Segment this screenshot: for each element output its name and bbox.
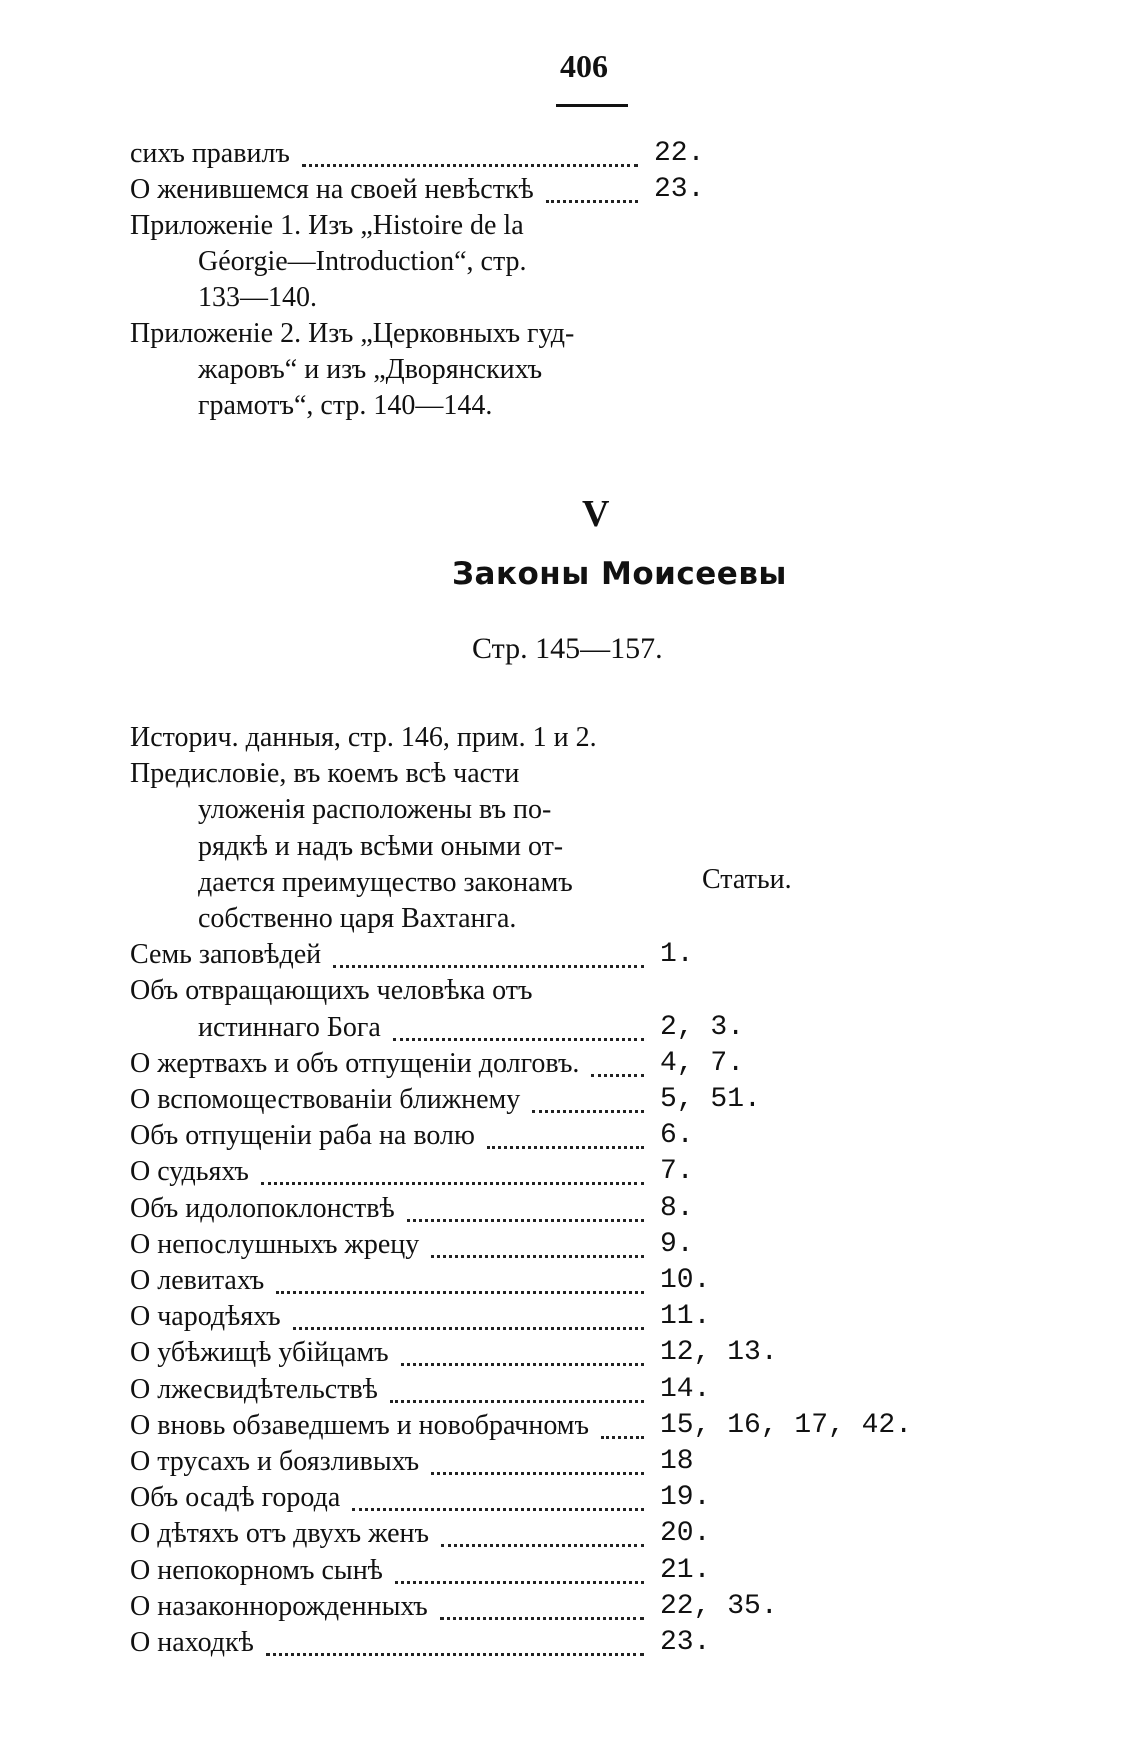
entry-title-line: Объ осадѣ города [130,1482,341,1514]
dot-leader [393,1010,644,1041]
entry-title-line: О судьяхъ [130,1156,249,1188]
section-pages: Стр. 145—157. [472,632,663,665]
entry-title-line: Объ отпущеніи раба на волю [130,1120,475,1152]
article-reference: 2, 3. [660,1011,745,1043]
entry-title-line: Семь заповѣдей [130,939,322,971]
dot-leader [487,1118,644,1149]
dot-leader [333,937,644,968]
entry-continuation-line: жаровъ“ и изъ „Дворянскихъ [198,354,543,385]
dot-leader [431,1227,644,1258]
entry-title-line: О назаконнорожденныхъ [130,1590,428,1622]
article-reference: 8. [660,1192,694,1224]
dot-leader [352,1480,644,1511]
entry-continuation-line: 133—140. [198,282,317,313]
dot-leader [401,1335,644,1366]
article-reference: 21. [660,1554,711,1586]
article-reference: 7. [660,1156,694,1188]
article-reference: 20. [660,1518,711,1550]
dot-leader [395,1553,644,1584]
entry-title-line: Объ идолопоклонствѣ [130,1192,395,1224]
dot-leader [441,1516,644,1547]
entry-title-line: Предисловіе, въ коемъ всѣ части [130,758,520,790]
articles-column-header: Статьи. [702,864,792,895]
dot-leader [261,1154,644,1185]
dot-leader [293,1299,644,1330]
entry-continuation-line: истиннаго Бога [198,1011,381,1043]
dot-leader [532,1082,644,1113]
article-reference: 23. [660,1627,711,1658]
entry-title-line: Историч. данныя, стр. 146, прим. 1 и 2. [130,722,597,753]
section-title: Законы Моисеевы [452,556,787,592]
dot-leader [276,1263,644,1294]
article-reference: 14. [660,1373,711,1405]
entry-title-line: О трусахъ и боязливыхъ [130,1446,420,1477]
article-reference: 5, 51. [660,1084,761,1115]
article-reference: 9. [660,1228,694,1260]
page-number: 406 [560,48,608,84]
entry-title-line: О убѣжищѣ убійцамъ [130,1337,389,1369]
article-reference: 1. [660,939,694,971]
entry-title-line: О чародѣяхъ [130,1301,281,1333]
article-reference: 22, 35. [660,1590,778,1622]
entry-title-line: О находкѣ [130,1627,254,1658]
section-number: V [582,493,610,535]
dot-leader [546,172,638,203]
dot-leader [266,1625,644,1656]
article-reference: 12, 13. [660,1337,778,1369]
article-reference: 4, 7. [660,1047,745,1079]
dot-leader [591,1046,644,1077]
article-reference: 22. [654,138,705,169]
article-reference: 18 [660,1446,694,1477]
article-reference: 6. [660,1120,694,1152]
entry-title-line: О жертвахъ и объ отпущеніи долговъ. [130,1047,580,1079]
page-number-rule [556,104,628,107]
entry-title-line: О вспомоществованіи ближнему [130,1084,521,1115]
entry-title-line: сихъ правилъ [130,138,290,169]
article-reference: 19. [660,1482,711,1514]
article-reference: 11. [660,1301,711,1333]
entry-title-line: О непокорномъ сынѣ [130,1554,383,1586]
entry-continuation-line: рядкѣ и надъ всѣми оными от- [198,830,564,862]
dot-leader [302,136,638,167]
entry-continuation-line: Géorgie—Introduction“, стр. [198,246,527,277]
entry-continuation-line: собственно царя Вахтанга. [198,903,517,934]
dot-leader [440,1589,644,1620]
entry-continuation-line: грамотъ“, стр. 140—144. [198,390,493,421]
entry-title-line: О левитахъ [130,1265,265,1296]
entry-title-line: Приложеніе 2. Изъ „Церковныхъ гуд- [130,318,575,349]
entry-title-line: Приложеніе 1. Изъ „Histoire de la [130,210,524,241]
article-reference: 23. [654,174,705,205]
article-reference: 10. [660,1265,711,1296]
entry-title-line: О вновь обзаведшемъ и новобрачномъ [130,1409,589,1441]
entry-title-line: О лжесвидѣтельствѣ [130,1373,378,1405]
dot-leader [601,1408,644,1439]
entry-title-line: О женившемся на своей невѣсткѣ [130,174,534,205]
article-reference: 15, 16, 17, 42. [660,1409,913,1441]
entry-continuation-line: уложенія расположены въ по- [198,794,552,826]
dot-leader [431,1444,644,1475]
entry-continuation-line: дается преимущество законамъ [198,866,573,898]
dot-leader [407,1191,644,1222]
entry-title-line: О непослушныхъ жрецу [130,1228,420,1260]
entry-title-line: Объ отвращающихъ человѣка отъ [130,975,533,1007]
dot-leader [390,1372,644,1403]
entry-title-line: О дѣтяхъ отъ двухъ женъ [130,1518,429,1550]
